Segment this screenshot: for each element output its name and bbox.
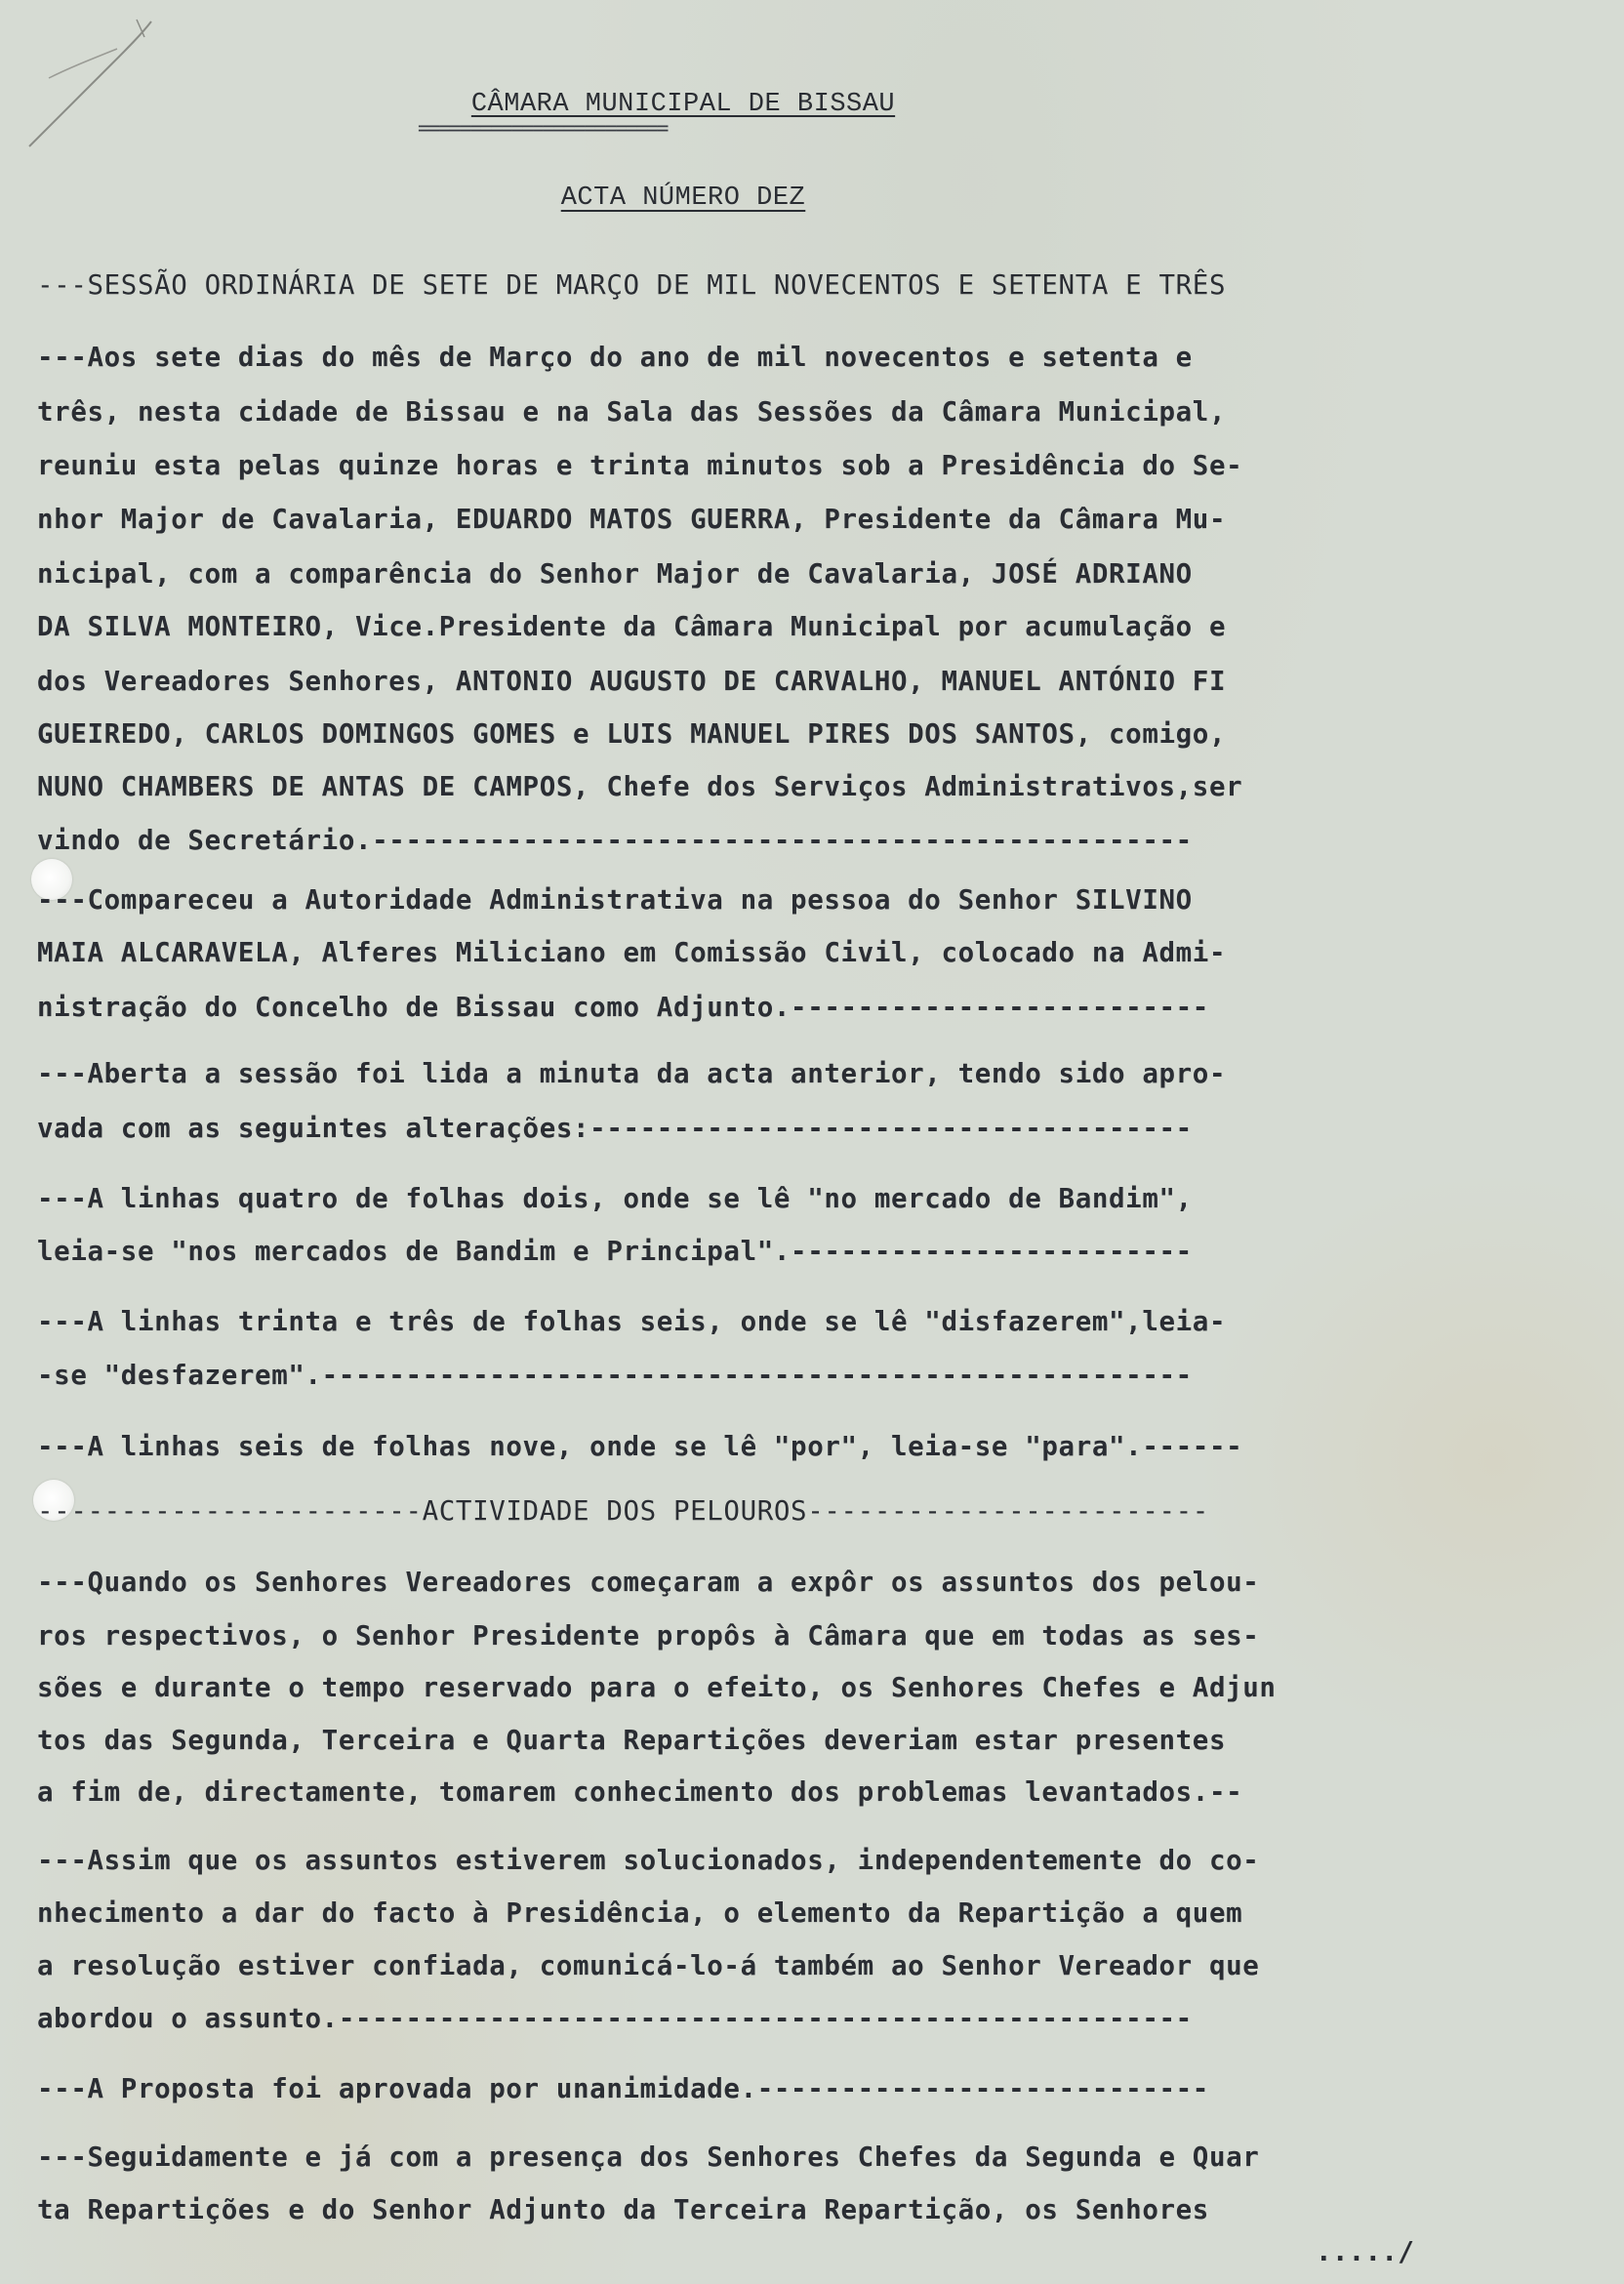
text-line: vada com as seguintes alterações:------------------------------------ xyxy=(37,1113,1193,1144)
text-line: MAIA ALCARAVELA, Alferes Miliciano em Comissão Civil, colocado na Admi- xyxy=(37,937,1227,968)
title-double-rule: ======================== xyxy=(418,121,668,135)
text-line: tos das Segunda, Terceira e Quarta Repartições deveriam estar presentes xyxy=(37,1725,1227,1756)
text-line: ---Compareceu a Autoridade Administrativa na pessoa do Senhor SILVINO xyxy=(37,884,1193,916)
document-subtitle: ACTA NÚMERO DEZ xyxy=(560,184,806,213)
text-line: três, nesta cidade de Bissau e na Sala das Sessões da Câmara Municipal, xyxy=(37,396,1227,428)
text-line: ---Quando os Senhores Vereadores começaram a expôr os assuntos dos pelou- xyxy=(37,1567,1260,1598)
text-line: NUNO CHAMBERS DE ANTAS DE CAMPOS, Chefe dos Serviços Administrativos,ser xyxy=(37,771,1243,802)
text-line: ---Assim que os assuntos estiverem solucionados, independentemente do co- xyxy=(37,1845,1260,1876)
text-line: sões e durante o tempo reservado para o efeito, os Senhores Chefes e Adjun xyxy=(37,1672,1277,1703)
text-line: reuniu esta pelas quinze horas e trinta minutos sob a Presidência do Se- xyxy=(37,450,1243,481)
text-line: leia-se "nos mercados de Bandim e Principal".------------------------ xyxy=(37,1236,1193,1267)
text-line: DA SILVA MONTEIRO, Vice.Presidente da Câmara Municipal por acumulação e xyxy=(37,611,1227,642)
text-line: nicipal, com a comparência do Senhor Major de Cavalaria, JOSÉ ADRIANO xyxy=(37,558,1193,590)
text-line: ---A Proposta foi aprovada por unanimidade.--------------------------- xyxy=(37,2073,1209,2104)
text-line: ---Aos sete dias do mês de Março do ano de mil novecentos e setenta e xyxy=(37,342,1193,373)
text-line: a fim de, directamente, tomarem conhecimento dos problemas levantados.-- xyxy=(37,1776,1243,1808)
text-line: ta Repartições e do Senhor Adjunto da Terceira Repartição, os Senhores xyxy=(37,2194,1209,2225)
text-line: abordou o assunto.--------------------------------------------------- xyxy=(37,2003,1193,2034)
continuation-mark: ...../ xyxy=(1315,2235,1414,2267)
text-line: vindo de Secretário.------------------------------------------------- xyxy=(37,825,1193,856)
page-title: CÂMARA MUNICIPAL DE BISSAU xyxy=(470,90,896,119)
session-heading: ---SESSÃO ORDINÁRIA DE SETE DE MARÇO DE MIL NOVECENTOS E SETENTA E TRÊS xyxy=(37,269,1227,301)
text-line: ---A linhas trinta e três de folhas seis, onde se lê "disfazerem",leia- xyxy=(37,1306,1227,1337)
text-line: nistração do Concelho de Bissau como Adjunto.------------------------- xyxy=(37,992,1209,1023)
text-line: nhecimento a dar do facto à Presidência, o elemento da Repartição a quem xyxy=(37,1897,1243,1929)
pencil-mark-icon xyxy=(20,10,166,156)
text-line: ---Aberta a sessão foi lida a minuta da acta anterior, tendo sido apro- xyxy=(37,1058,1227,1089)
text-line: GUEIREDO, CARLOS DOMINGOS GOMES e LUIS MANUEL PIRES DOS SANTOS, comigo, xyxy=(37,718,1227,750)
text-line: a resolução estiver confiada, comunicá-lo-á também ao Senhor Vereador que xyxy=(37,1950,1260,1981)
text-line: ---A linhas quatro de folhas dois, onde se lê "no mercado de Bandim", xyxy=(37,1183,1193,1214)
text-line: ros respectivos, o Senhor Presidente propôs à Câmara que em todas as ses- xyxy=(37,1620,1260,1652)
text-line: dos Vereadores Senhores, ANTONIO AUGUSTO DE CARVALHO, MANUEL ANTÓNIO FI xyxy=(37,666,1227,697)
text-line: -se "desfazerem".---------------------------------------------------- xyxy=(37,1360,1193,1391)
text-line: ---Seguidamente e já com a presença dos Senhores Chefes da Segunda e Quar xyxy=(37,2141,1260,2173)
section-heading: -----------------------ACTIVIDADE DOS PELOUROS------------------------ xyxy=(37,1495,1209,1527)
text-line: ---A linhas seis de folhas nove, onde se lê "por", leia-se "para".------ xyxy=(37,1431,1243,1462)
text-line: nhor Major de Cavalaria, EDUARDO MATOS GUERRA, Presidente da Câmara Mu- xyxy=(37,504,1227,535)
